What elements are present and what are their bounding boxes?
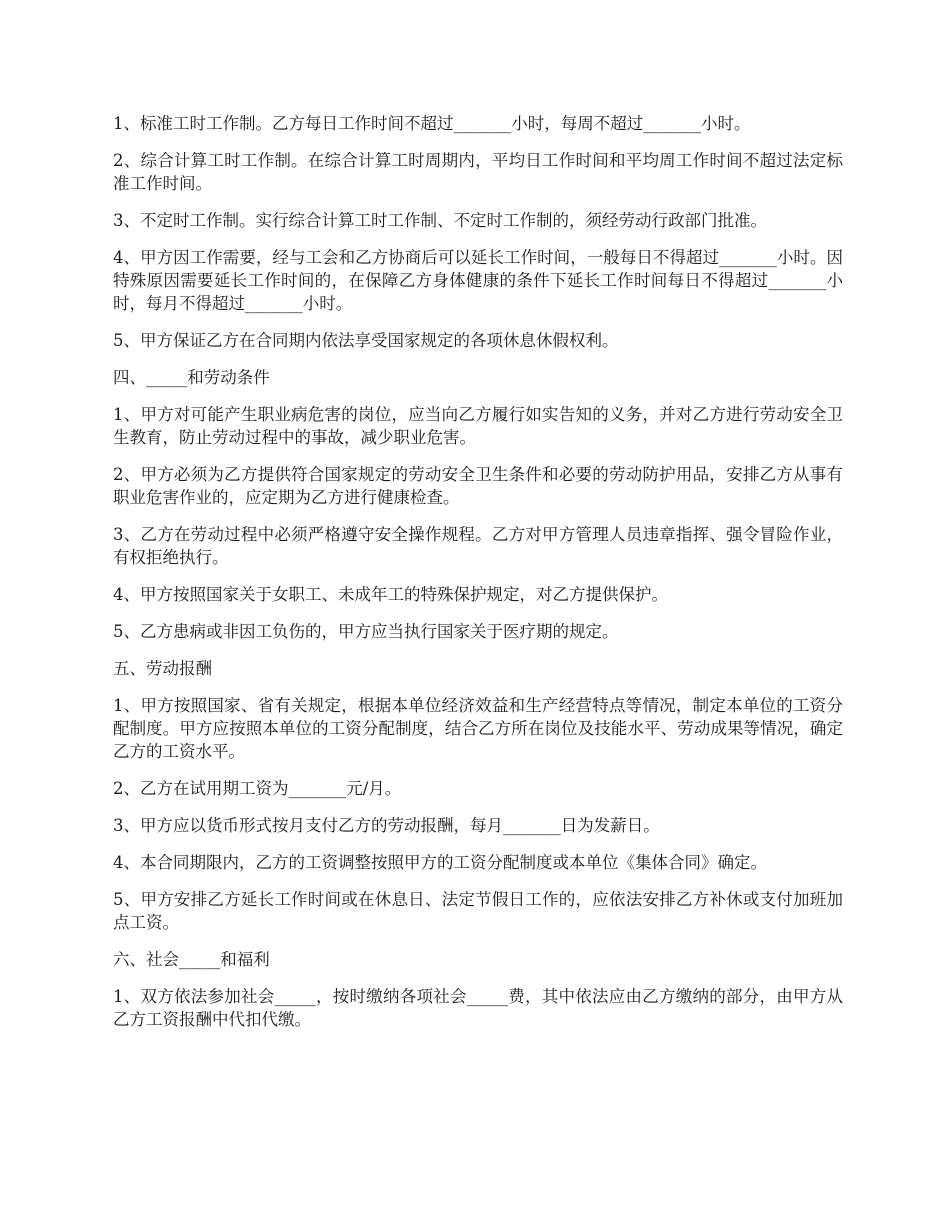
paragraph-wage-system: 1、甲方按照国家、省有关规定，根据本单位经济效益和生产经营特点等情况，制定本单位的工资分配制度。甲方应按照本单位的工资分配制度，结合乙方所在岗位及技能水平、劳动成果等情况，确定乙方的工资水平。 bbox=[113, 696, 843, 761]
paragraph-overtime-limits: 4、甲方因工作需要，经与工会和乙方协商后可以延长工作时间，一般每日不得超过_______小时。因特殊原因需要延长工作时间的，在保障乙方身体健康的条件下延长工作时间每日不得超过_______小时，每月不得超过_______小时。 bbox=[113, 248, 843, 313]
paragraph-payday: 3、甲方应以货币形式按月支付乙方的劳动报酬，每月_______日为发薪日。 bbox=[113, 816, 660, 835]
document-body bbox=[113, 112, 843, 1045]
paragraph-standard-hours: 1、标准工时工作制。乙方每日工作时间不超过_______小时，每周不超过_______小时。 bbox=[113, 114, 751, 133]
paragraph-wage-adjustment: 4、本合同期限内，乙方的工资调整按照甲方的工资分配制度或本单位《集体合同》确定。 bbox=[113, 853, 767, 872]
paragraph-comprehensive-hours: 2、综合计算工时工作制。在综合计算工时周期内，平均日工作时间和平均周工作时间不超过法定标准工作时间。 bbox=[113, 151, 843, 193]
paragraph-safety-equipment: 2、甲方必须为乙方提供符合国家规定的劳动安全卫生条件和必要的劳动防护用品，安排乙方从事有职业危害作业的，应定期为乙方进行健康检查。 bbox=[113, 465, 843, 507]
paragraph-flexible-hours: 3、不定时工作制。实行综合计算工时工作制、不定时工作制的，须经劳动行政部门批准。 bbox=[113, 211, 767, 230]
paragraph-probation-wage: 2、乙方在试用期工资为_______元/月。 bbox=[113, 779, 402, 798]
paragraph-safety-rules: 3、乙方在劳动过程中必须严格遵守安全操作规程。乙方对甲方管理人员违章指挥、强令冒险作业，有权拒绝执行。 bbox=[113, 525, 843, 567]
section-heading-labor-conditions: 四、_____和劳动条件 bbox=[113, 368, 270, 387]
paragraph-overtime-pay: 5、甲方安排乙方延长工作时间或在休息日、法定节假日工作的，应依法安排乙方补休或支付加班加点工资。 bbox=[113, 890, 843, 932]
paragraph-special-protection: 4、甲方按照国家关于女职工、未成年工的特殊保护规定，对乙方提供保护。 bbox=[113, 585, 668, 604]
section-heading-remuneration: 五、劳动报酬 bbox=[113, 659, 212, 678]
paragraph-medical-period: 5、乙方患病或非因工负伤的，甲方应当执行国家关于医疗期的规定。 bbox=[113, 622, 619, 641]
paragraph-rest-rights: 5、甲方保证乙方在合同期内依法享受国家规定的各项休息休假权利。 bbox=[113, 331, 619, 350]
paragraph-social-insurance: 1、双方依法参加社会_____，按时缴纳各项社会_____费，其中依法应由乙方缴纳的部分，由甲方从乙方工资报酬中代扣代缴。 bbox=[113, 987, 843, 1029]
paragraph-hazard-disclosure: 1、甲方对可能产生职业病危害的岗位，应当向乙方履行如实告知的义务，并对乙方进行劳动安全卫生教育，防止劳动过程中的事故，减少职业危害。 bbox=[113, 405, 843, 447]
section-heading-social-welfare: 六、社会_____和福利 bbox=[113, 950, 270, 969]
